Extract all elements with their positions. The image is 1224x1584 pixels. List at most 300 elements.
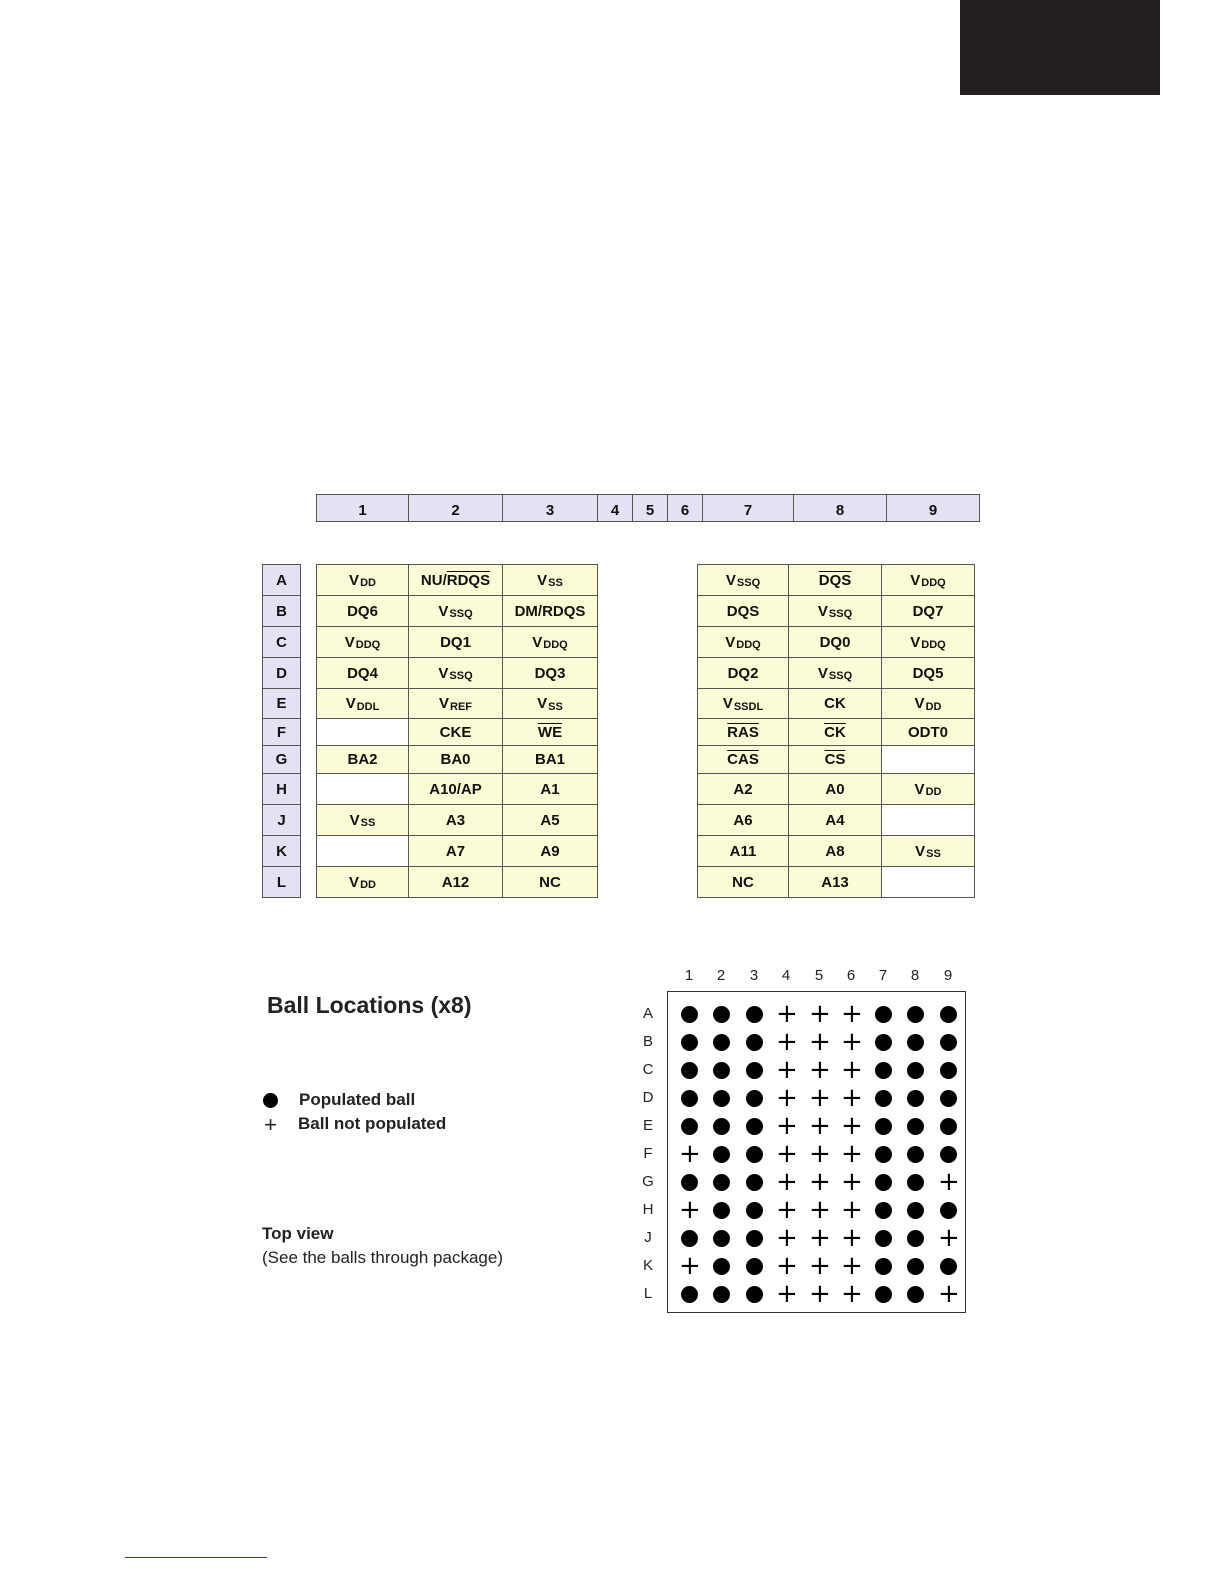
pin-cell <box>881 745 975 774</box>
ball-row-label-C: C <box>642 1061 654 1078</box>
ball-row-label-B: B <box>642 1033 653 1050</box>
pin-name: A9 <box>540 842 560 860</box>
populated-ball <box>746 1258 763 1275</box>
unpopulated-ball: + <box>841 1027 863 1057</box>
pin-cell <box>788 564 882 596</box>
pin-name-active-low: $\overline{RAS}$ <box>727 723 759 741</box>
populated-ball <box>875 1202 892 1219</box>
ball-column-label-2: 2 <box>716 967 726 984</box>
pin-cell <box>408 688 503 719</box>
pin-cell <box>408 866 503 898</box>
row-header-A: A <box>262 564 301 596</box>
ball-row-label-E: E <box>642 1117 653 1134</box>
pin-subscript: SSQ <box>828 608 853 620</box>
pin-cell <box>316 773 409 805</box>
pin-cell <box>502 835 598 867</box>
populated-ball <box>746 1202 763 1219</box>
pin-name: V <box>537 571 548 589</box>
pin-cell <box>881 718 975 746</box>
pin-cell <box>316 595 409 627</box>
pin-name: V <box>914 695 925 712</box>
pin-name: A3 <box>445 811 466 829</box>
pin-cell <box>881 866 975 898</box>
pin-name: V <box>725 633 736 651</box>
populated-ball <box>875 1034 892 1051</box>
unpopulated-ball: + <box>841 1279 863 1309</box>
pin-cell <box>881 626 975 658</box>
pin-cell <box>881 835 975 867</box>
pin-subscript: SS <box>926 848 941 860</box>
unpopulated-ball: + <box>841 1139 863 1169</box>
populated-ball <box>681 1006 698 1023</box>
pin-cell <box>316 718 409 746</box>
populated-ball <box>713 1034 730 1051</box>
top-view-title: Top view <box>262 1224 334 1243</box>
pin-row-A <box>698 565 975 596</box>
pin-name: DQ5 <box>912 664 944 682</box>
populated-ball <box>907 1174 924 1191</box>
pin-name-active-low: $\overline{CS}$ <box>824 751 846 768</box>
pin-cell <box>788 745 882 774</box>
column-header-3: 3 <box>502 494 598 522</box>
pin-cell <box>697 773 789 805</box>
pin-name-active-low: $\overline{DQS}$ <box>818 571 852 589</box>
pin-cell <box>408 835 503 867</box>
populated-ball <box>681 1174 698 1191</box>
ball-locations-title: Ball Locations (x8) <box>267 992 472 1018</box>
row-header-H: H <box>262 773 301 805</box>
unpopulated-ball: + <box>776 1111 798 1141</box>
pin-name: DQ6 <box>347 602 378 620</box>
unpopulated-ball: + <box>776 1083 798 1113</box>
unpopulated-ball: + <box>776 1055 798 1085</box>
populated-ball <box>713 1146 730 1163</box>
unpopulated-ball: + <box>776 1251 798 1281</box>
populated-ball <box>713 1090 730 1107</box>
pin-cell <box>408 745 503 774</box>
pin-name: A12 <box>441 873 470 891</box>
pin-name: CKE <box>439 723 472 741</box>
pin-subscript: SSDL <box>733 700 764 713</box>
populated-ball <box>907 1230 924 1247</box>
pin-cell <box>502 718 598 746</box>
populated-ball <box>907 1006 924 1023</box>
pin-subscript: DD <box>925 700 942 713</box>
pin-name: DQS <box>726 602 760 620</box>
pin-cell <box>502 595 598 627</box>
legend-populated-label: Populated ball <box>299 1090 416 1109</box>
populated-ball-icon <box>263 1093 278 1108</box>
unpopulated-ball: + <box>776 999 798 1029</box>
pin-name: A5 <box>540 811 560 829</box>
populated-ball <box>875 1090 892 1107</box>
populated-ball <box>907 1090 924 1107</box>
unpopulated-ball: + <box>841 1167 863 1197</box>
pin-table-left <box>317 565 598 898</box>
pin-cell <box>502 564 598 596</box>
pin-cell <box>316 804 409 836</box>
pin-table-right <box>698 565 975 898</box>
column-header-4: 4 <box>597 494 633 522</box>
populated-ball <box>907 1034 924 1051</box>
pin-name: DQ3 <box>534 664 566 682</box>
ball-row-label-A: A <box>642 1005 653 1022</box>
top-view-description: (See the balls through package) <box>262 1248 503 1267</box>
pin-cell <box>316 745 409 774</box>
unpopulated-ball: + <box>841 1195 863 1225</box>
pin-row-G <box>317 746 598 774</box>
ball-column-label-9: 9 <box>943 967 953 984</box>
pin-name: V <box>532 633 543 651</box>
pin-subscript: DDL <box>356 700 380 713</box>
pin-subscript: DDQ <box>736 639 761 651</box>
ball-column-label-3: 3 <box>749 967 759 984</box>
column-header-8: 8 <box>793 494 887 522</box>
pin-cell <box>502 804 598 836</box>
pin-cell <box>697 745 789 774</box>
pin-name: NC <box>539 873 561 891</box>
ball-row-label-H: H <box>642 1201 654 1218</box>
unpopulated-ball: + <box>938 1279 960 1309</box>
pin-cell <box>788 773 882 805</box>
pin-cell <box>697 718 789 746</box>
pin-cell <box>316 688 409 719</box>
populated-ball <box>940 1146 957 1163</box>
pin-cell <box>788 657 882 689</box>
column-header-1: 1 <box>316 494 409 522</box>
pin-name: BA0 <box>440 751 471 768</box>
unpopulated-ball: + <box>776 1167 798 1197</box>
pin-cell <box>316 835 409 867</box>
pin-name: V <box>817 602 828 620</box>
legend-not-populated <box>262 1111 447 1137</box>
unpopulated-ball: + <box>776 1223 798 1253</box>
ball-row-label-K: K <box>642 1257 653 1274</box>
populated-ball <box>940 1118 957 1135</box>
pin-row-B <box>698 596 975 627</box>
populated-ball <box>746 1230 763 1247</box>
unpopulated-ball: + <box>776 1195 798 1225</box>
pin-row-D <box>698 658 975 689</box>
pin-name: V <box>438 602 449 620</box>
unpopulated-ball: + <box>841 999 863 1029</box>
footnote-rule <box>125 1557 267 1558</box>
populated-ball <box>940 1202 957 1219</box>
populated-ball <box>875 1006 892 1023</box>
pin-subscript: DDQ <box>921 577 946 589</box>
legend-populated <box>262 1090 415 1110</box>
populated-ball <box>681 1230 698 1247</box>
pin-row-K <box>698 836 975 867</box>
pin-name-active-low: $\overline{CK}$ <box>824 723 846 741</box>
pin-name: V <box>349 873 360 891</box>
pin-subscript: DDQ <box>543 639 568 651</box>
unpopulated-ball: + <box>809 1083 831 1113</box>
pin-cell <box>881 804 975 836</box>
populated-ball <box>746 1034 763 1051</box>
pin-name: V <box>915 842 926 860</box>
pin-name: DQ1 <box>440 633 471 651</box>
pin-subscript: SSQ <box>449 608 473 620</box>
legend-not-populated-label: Ball not populated <box>298 1114 447 1133</box>
populated-ball <box>713 1062 730 1079</box>
pin-name: BA2 <box>347 751 378 768</box>
pin-cell <box>697 657 789 689</box>
pin-cell <box>788 718 882 746</box>
pin-row-C <box>698 627 975 658</box>
unpopulated-ball: + <box>841 1251 863 1281</box>
pin-name: A11 <box>729 842 757 860</box>
pin-cell <box>881 688 975 719</box>
pin-name: DQ4 <box>347 664 378 682</box>
pin-name: A2 <box>733 780 753 798</box>
populated-ball <box>681 1062 698 1079</box>
pin-cell <box>408 773 503 805</box>
row-header-D: D <box>262 657 301 689</box>
pin-cell <box>502 657 598 689</box>
pin-name: V <box>438 664 449 682</box>
row-header-J: J <box>262 804 301 836</box>
pin-subscript: REF <box>450 700 472 713</box>
pin-row-K <box>317 836 598 867</box>
pin-subscript: DDQ <box>355 639 381 651</box>
pin-cell <box>316 564 409 596</box>
pin-name: V <box>349 571 360 589</box>
pin-cell <box>881 595 975 627</box>
populated-ball <box>907 1202 924 1219</box>
populated-ball <box>681 1034 698 1051</box>
pin-cell <box>408 804 503 836</box>
unpopulated-ball: + <box>841 1055 863 1085</box>
pin-column-header <box>317 494 980 522</box>
populated-ball <box>940 1258 957 1275</box>
pin-cell <box>788 626 882 658</box>
populated-ball <box>940 1034 957 1051</box>
column-header-7: 7 <box>702 494 794 522</box>
unpopulated-ball: + <box>809 1279 831 1309</box>
unpopulated-ball: + <box>809 1027 831 1057</box>
pin-cell <box>881 773 975 805</box>
pin-name: A4 <box>825 811 845 829</box>
populated-ball <box>713 1118 730 1135</box>
pin-name: A1 <box>540 780 560 798</box>
pin-cell <box>697 688 789 719</box>
populated-ball <box>713 1006 730 1023</box>
populated-ball <box>713 1174 730 1191</box>
populated-ball <box>681 1118 698 1135</box>
populated-ball <box>907 1286 924 1303</box>
row-header-K: K <box>262 835 301 867</box>
pin-cell <box>408 564 503 596</box>
populated-ball <box>746 1062 763 1079</box>
pin-subscript: SS <box>360 817 376 829</box>
populated-ball <box>875 1062 892 1079</box>
pin-cell <box>697 804 789 836</box>
pin-name: V <box>722 695 733 712</box>
row-header-C: C <box>262 626 301 658</box>
column-header-2: 2 <box>408 494 503 522</box>
pin-name: V <box>537 695 548 712</box>
pin-cell <box>881 657 975 689</box>
populated-ball <box>875 1286 892 1303</box>
populated-ball <box>940 1062 957 1079</box>
pin-subscript: DD <box>925 786 942 798</box>
pin-name: A10/AP <box>429 780 482 798</box>
pin-name: A0 <box>825 780 845 798</box>
pin-cell <box>788 595 882 627</box>
populated-ball <box>875 1174 892 1191</box>
pin-row-F <box>698 719 975 746</box>
populated-ball <box>907 1062 924 1079</box>
populated-ball <box>681 1090 698 1107</box>
populated-ball <box>746 1006 763 1023</box>
pin-row-E <box>317 689 598 719</box>
populated-ball <box>681 1286 698 1303</box>
unpopulated-ball: + <box>809 1251 831 1281</box>
populated-ball <box>940 1006 957 1023</box>
row-header-L: L <box>262 866 301 898</box>
pin-cell <box>316 657 409 689</box>
unpopulated-ball: + <box>809 1055 831 1085</box>
pin-name: V <box>817 664 828 682</box>
pin-name: DQ0 <box>819 633 851 651</box>
pin-subscript: DD <box>360 577 376 589</box>
unpopulated-ball: + <box>809 1223 831 1253</box>
row-header-F: F <box>262 718 301 746</box>
pin-name: A7 <box>445 842 466 860</box>
pin-name: V <box>914 780 925 798</box>
populated-ball <box>746 1174 763 1191</box>
column-header-6: 6 <box>667 494 703 522</box>
pin-row-L <box>317 867 598 898</box>
unpopulated-ball: + <box>809 1111 831 1141</box>
pin-row-H <box>317 774 598 805</box>
populated-ball <box>746 1286 763 1303</box>
pin-name: V <box>910 571 921 589</box>
pin-row-A <box>317 565 598 596</box>
pin-name: DQ2 <box>727 664 759 682</box>
pin-cell <box>502 745 598 774</box>
populated-ball <box>940 1090 957 1107</box>
pin-row-J <box>698 805 975 836</box>
pin-row-E <box>698 689 975 719</box>
ball-row-label-J: J <box>644 1229 652 1246</box>
pin-row-B <box>317 596 598 627</box>
pin-subscript: SS <box>548 577 563 589</box>
pin-subscript: DDQ <box>921 639 946 651</box>
unpopulated-ball: + <box>776 1027 798 1057</box>
pin-row-C <box>317 627 598 658</box>
ball-row-label-F: F <box>643 1145 653 1162</box>
unpopulated-ball: + <box>841 1111 863 1141</box>
pin-name: V <box>345 695 356 712</box>
pin-name: V <box>910 633 921 651</box>
pin-name: NU/ <box>420 571 447 589</box>
populated-ball <box>713 1258 730 1275</box>
pin-cell <box>502 626 598 658</box>
not-populated-plus-icon: + <box>264 1111 277 1137</box>
pin-name: A13 <box>821 873 849 891</box>
column-header-9: 9 <box>886 494 980 522</box>
unpopulated-ball: + <box>938 1167 960 1197</box>
pin-cell <box>697 595 789 627</box>
pin-name: ODT0 <box>907 723 948 741</box>
row-header-B: B <box>262 595 301 627</box>
pin-cell <box>408 718 503 746</box>
pin-cell <box>502 866 598 898</box>
unpopulated-ball: + <box>679 1139 701 1169</box>
pin-name-active-low: RDQS <box>446 571 491 589</box>
pin-cell <box>502 688 598 719</box>
corner-black-tab <box>960 0 1160 95</box>
top-view-note <box>262 1222 503 1270</box>
pin-cell <box>316 866 409 898</box>
unpopulated-ball: + <box>809 1139 831 1169</box>
pin-row-J <box>317 805 598 836</box>
pin-cell <box>788 866 882 898</box>
pin-name: A6 <box>733 811 753 829</box>
unpopulated-ball: + <box>776 1279 798 1309</box>
pin-name: V <box>344 633 355 651</box>
pin-cell <box>697 564 789 596</box>
pin-row-L <box>698 867 975 898</box>
unpopulated-ball: + <box>809 999 831 1029</box>
pin-cell <box>697 866 789 898</box>
pin-name: A8 <box>825 842 845 860</box>
pin-row-H <box>698 774 975 805</box>
pin-cell <box>502 773 598 805</box>
pin-cell <box>316 626 409 658</box>
pin-cell <box>697 626 789 658</box>
populated-ball <box>875 1118 892 1135</box>
pin-subscript: SS <box>548 700 563 713</box>
unpopulated-ball: + <box>809 1167 831 1197</box>
row-header-E: E <box>262 688 301 719</box>
pin-cell <box>408 657 503 689</box>
ball-column-label-6: 6 <box>846 967 856 984</box>
populated-ball <box>713 1286 730 1303</box>
ball-row-label-L: L <box>643 1285 653 1302</box>
populated-ball <box>746 1146 763 1163</box>
pin-name: V <box>725 571 736 589</box>
pin-subscript: SSQ <box>828 670 853 682</box>
ball-row-label-D: D <box>642 1089 654 1106</box>
pin-name-active-low: $\overline{WE}$ <box>537 723 563 741</box>
populated-ball <box>713 1202 730 1219</box>
populated-ball <box>875 1146 892 1163</box>
ball-column-label-7: 7 <box>878 967 888 984</box>
populated-ball <box>907 1118 924 1135</box>
unpopulated-ball: + <box>679 1195 701 1225</box>
unpopulated-ball: + <box>776 1139 798 1169</box>
populated-ball <box>907 1258 924 1275</box>
pin-name: BA1 <box>534 751 565 768</box>
column-header-5: 5 <box>632 494 668 522</box>
pin-cell <box>788 835 882 867</box>
pin-cell <box>881 564 975 596</box>
populated-ball <box>875 1230 892 1247</box>
populated-ball <box>746 1090 763 1107</box>
pin-row-G <box>698 746 975 774</box>
unpopulated-ball: + <box>841 1083 863 1113</box>
pin-name: DQ7 <box>912 602 944 620</box>
pin-subscript: SSQ <box>449 670 473 682</box>
pin-name: V <box>438 695 449 712</box>
pin-row-D <box>317 658 598 689</box>
pin-cell <box>788 688 882 719</box>
pin-cell <box>408 595 503 627</box>
unpopulated-ball: + <box>679 1251 701 1281</box>
